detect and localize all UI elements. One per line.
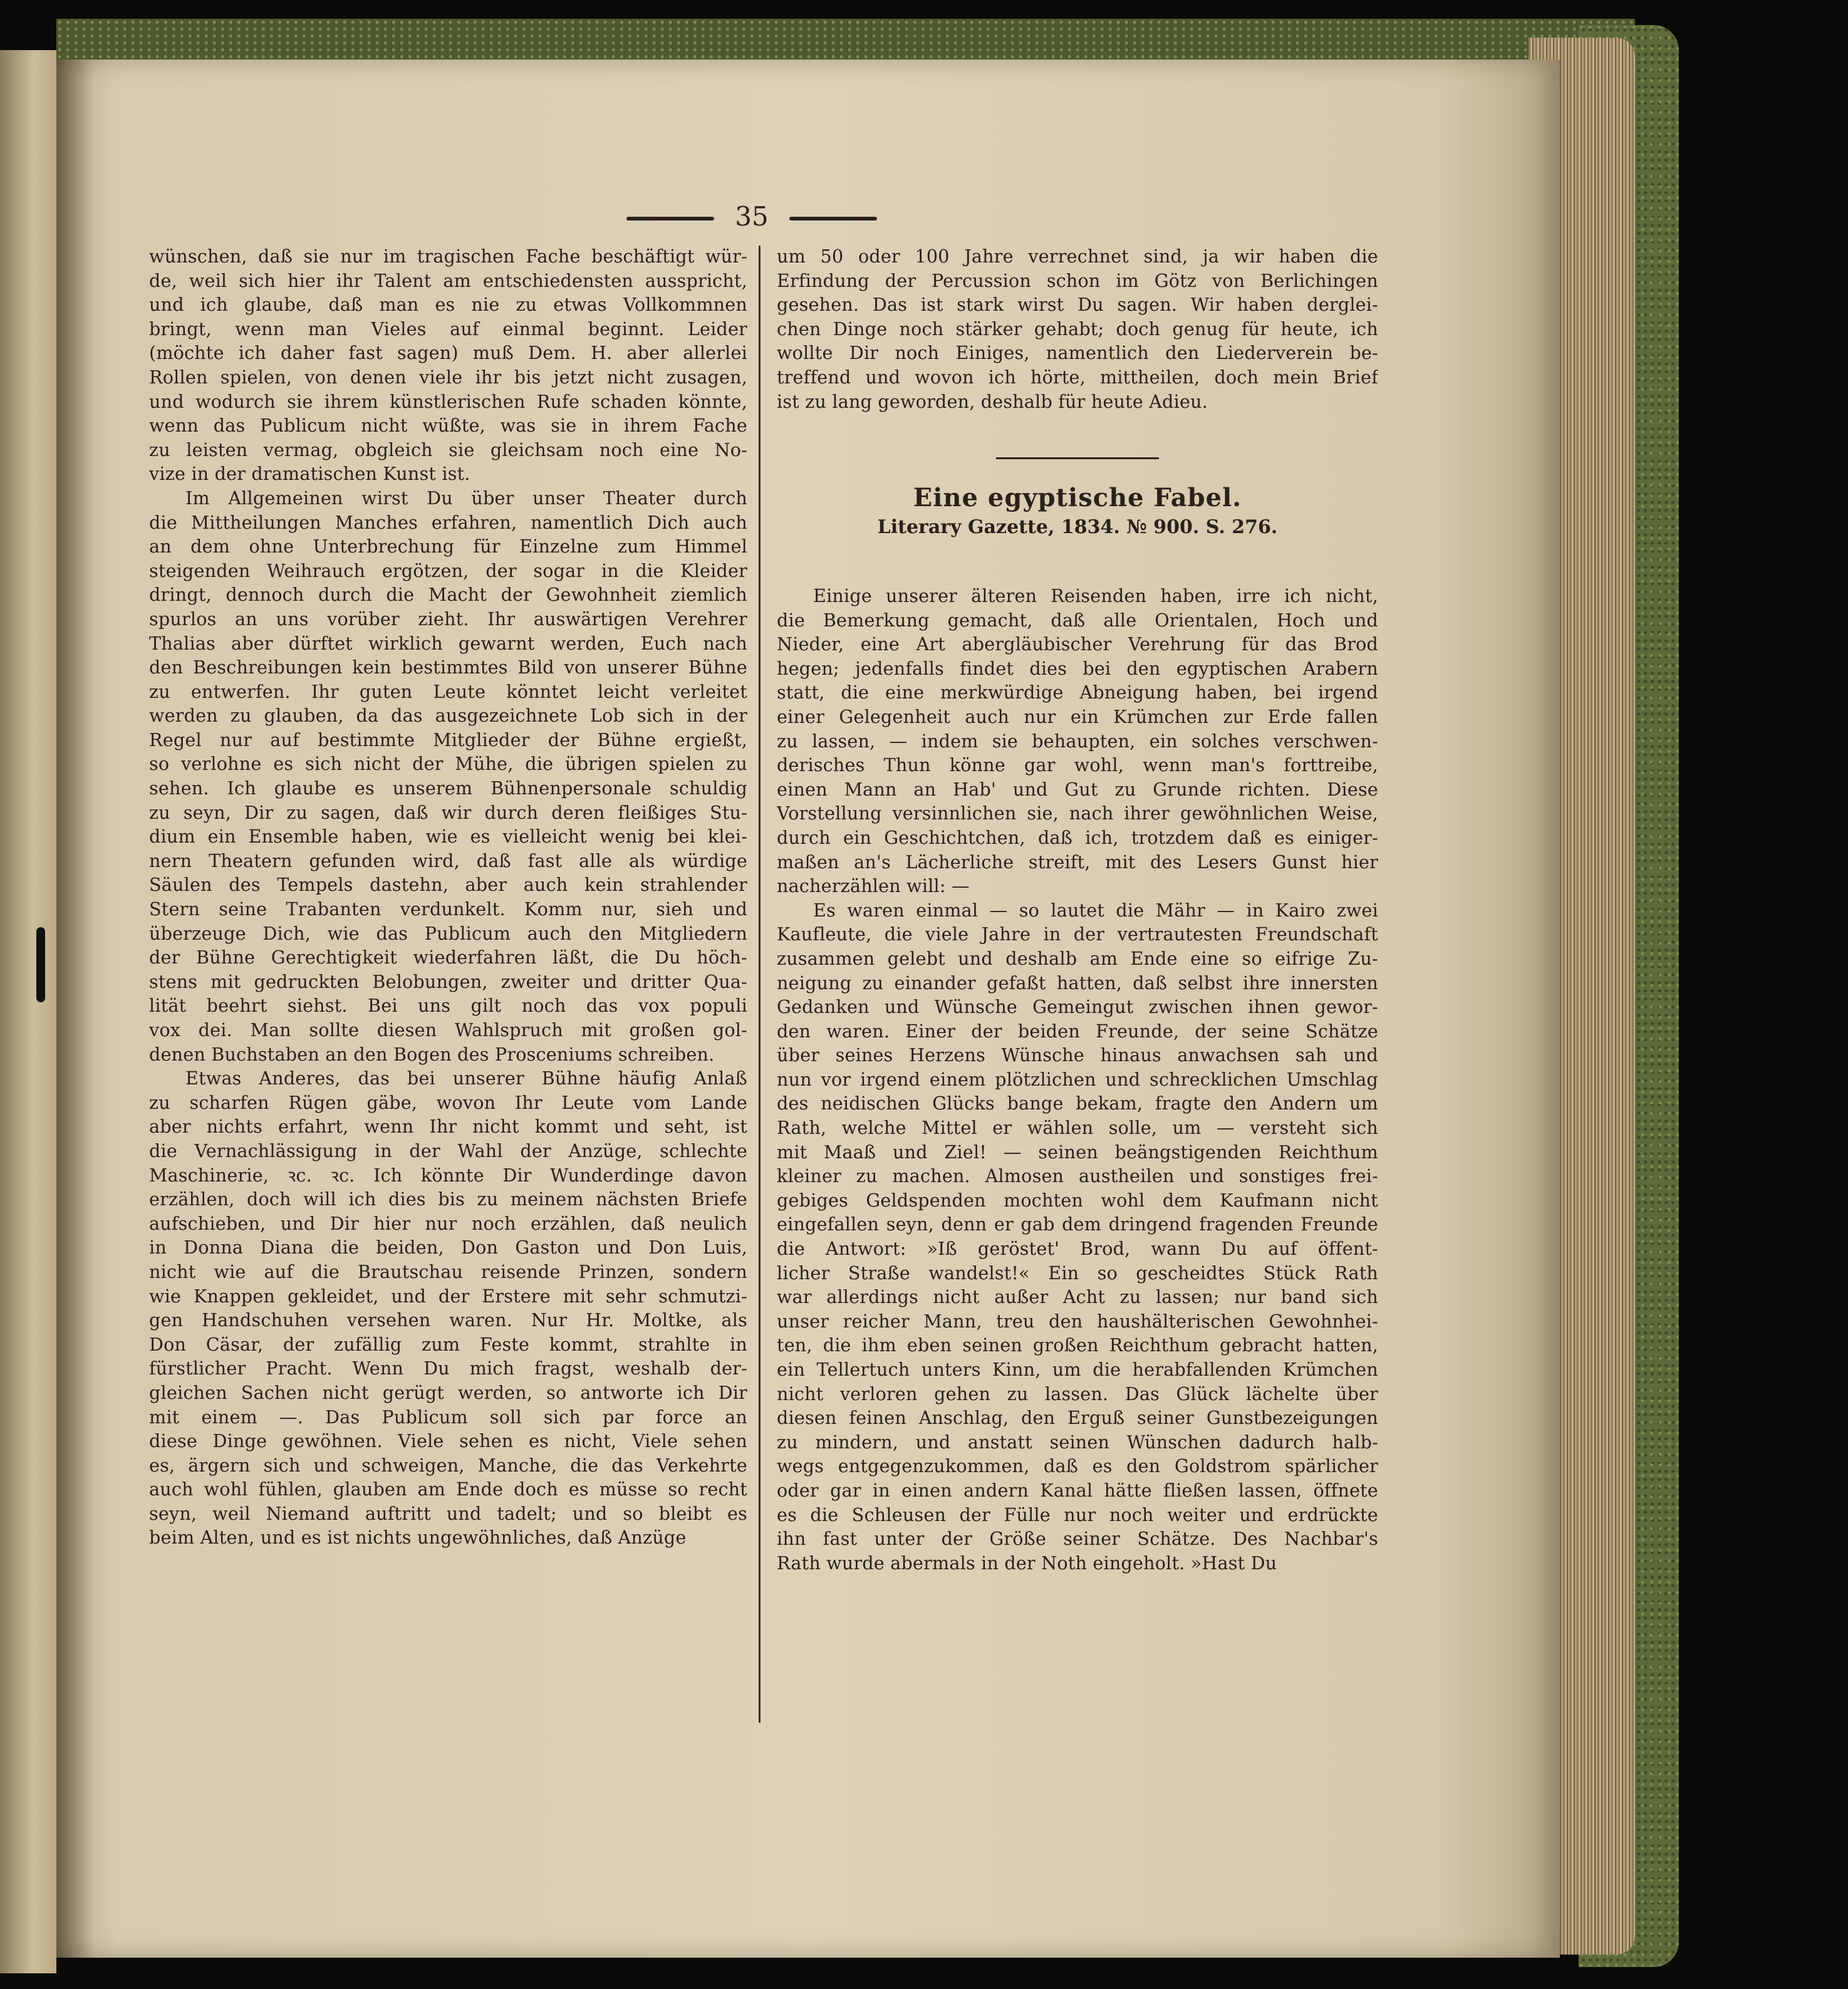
text-line: ist zu lang geworden, deshalb für heute Adieu. (777, 390, 1208, 412)
text-line: sehen. Ich glaube es unserem Bühnenpersonale schuldig (149, 777, 747, 799)
text-line: chen Dinge noch stärker gehabt; doch genug für heute, ich (777, 318, 1378, 340)
text-line: den Beschreibungen kein bestimmtes Bild von unserer Bühne (149, 657, 747, 678)
text-line: kleiner zu machen. Almosen austheilen und sonstiges frei- (777, 1165, 1378, 1187)
article-source: Literary Gazette, 1834. № 900. S. 276. (877, 516, 1278, 538)
text-line: auch wohl fühlen, glauben am Ende doch es müsse so recht (149, 1478, 747, 1500)
left-page-edge (0, 50, 56, 1973)
text-line: es, ärgern sich und schweigen, Manche, die das Verkehrte (149, 1454, 747, 1476)
text-line: Stern seine Trabanten verdunkelt. Komm nur, sieh und (149, 898, 747, 920)
text-line: in Donna Diana die beiden, Don Gaston und Don Luis, (149, 1237, 747, 1259)
text-line: Kaufleute, die viele Jahre in der vertrautesten Freundschaft (777, 923, 1378, 945)
text-line: durch ein Geschichtchen, daß ich, trotzdem daß es einiger- (777, 826, 1378, 848)
right-column-article (777, 584, 1378, 1575)
text-line: des neidischen Glücks bange bekam, fragte den Andern um (777, 1093, 1378, 1114)
text-line: aber nichts erfahrt, wenn Ihr nicht kommt und seht, ist (149, 1116, 747, 1138)
text-line: gesehen. Das ist stark wirst Du sagen. Wir haben derglei- (777, 294, 1378, 316)
text-line: derisches Thun könne gar wohl, wenn man's forttreibe, (777, 754, 1378, 776)
text-line: maßen an's Lächerliche streift, mit des Lesers Gunst hier (777, 851, 1378, 873)
text-line: dringt, dennoch durch die Macht der Gewohnheit ziemlich (149, 584, 747, 606)
text-line: mit Maaß und Ziel! — seinen beängstigenden Reichthum (777, 1141, 1378, 1163)
text-line: hegen; jedenfalls findet dies bei den egyptischen Arabern (777, 657, 1378, 679)
text-line: Rath, welche Mittel er wählen solle, um — versteht sich (777, 1117, 1378, 1139)
text-line: statt, die eine merkwürdige Abneigung haben, bei irgend (777, 682, 1378, 704)
text-line: Maschinerie, ꝛc. ꝛc. Ich könnte Dir Wunderdinge davon (149, 1164, 747, 1186)
text-line: wegs entgegenzukommen, daß es den Goldstrom spärlicher (777, 1455, 1378, 1477)
text-line: oder gar in einen andern Kanal hätte fließen lassen, öffnete (777, 1479, 1378, 1501)
text-line: Säulen des Tempels dastehn, aber auch kein strahlender (149, 874, 747, 896)
text-line: wünschen, daß sie nur im tragischen Fache beschäftigt wür- (149, 246, 747, 267)
page-header (626, 199, 877, 237)
text-line: zu entwerfen. Ihr guten Leute könntet leicht verleitet (149, 680, 747, 702)
text-line: zu lassen, — indem sie behaupten, ein solches verschwen- (777, 730, 1378, 752)
text-line: ein Tellertuch unters Kinn, um die herabfallenden Krümchen (777, 1359, 1378, 1380)
text-line: überzeuge Dich, wie das Publicum auch den Mitgliedern (149, 922, 747, 944)
gutter-shadow (56, 60, 94, 1958)
text-line: bringt, wenn man Vieles auf einmal beginnt. Leider (149, 318, 747, 340)
text-line: de, weil sich hier ihr Talent am entschiedensten ausspricht, (149, 269, 747, 291)
text-line: mit einem —. Das Publicum soll sich par force an (149, 1406, 747, 1428)
text-line: beim Alten, und es ist nichts ungewöhnliches, daß Anzüge (149, 1527, 687, 1549)
left-column (149, 244, 747, 1550)
text-line: spurlos an uns vorüber zieht. Ihr auswärtigen Verehrer (149, 608, 747, 630)
text-line: die Antwort: »Iß geröstet' Brod, wann Du auf öffent- (777, 1238, 1378, 1260)
text-line: Rath wurde abermals in der Noth eingeholt. »Hast Du (777, 1552, 1277, 1574)
text-line: nicht wie auf die Brautschau reisende Prinzen, sondern (149, 1260, 747, 1282)
text-line: licher Straße wandelst!« Ein so gescheidtes Stück Rath (777, 1262, 1378, 1284)
text-line: Rollen spielen, von denen viele ihr bis jetzt nicht zusagen, (149, 366, 747, 388)
text-line: nun vor irgend einem plötzlichen und schrecklichen Umschlag (777, 1068, 1378, 1090)
text-line: gen Handschuhen versehen waren. Nur Hr. Moltke, als (149, 1309, 747, 1331)
text-line: um 50 oder 100 Jahre verrechnet sind, ja wir haben die (777, 246, 1378, 267)
text-line: über seines Herzens Wünsche hinaus anwachsen sah und (777, 1044, 1378, 1066)
text-line: Nieder, eine Art abergläubischer Verehrung für das Brod (777, 633, 1378, 655)
text-line: und wodurch sie ihrem künstlerischen Rufe schaden könnte, (149, 390, 747, 412)
text-line: treffend und wovon ich hörte, mittheilen, doch mein Brief (777, 366, 1378, 388)
text-line: zu scharfen Rügen gäbe, wovon Ihr Leute vom Lande (149, 1091, 747, 1113)
text-line: war allerdings nicht außer Acht zu lassen; nur band sich (777, 1286, 1378, 1308)
text-line: erzählen, doch will ich dies bis zu meinem nächsten Briefe (149, 1188, 747, 1210)
text-line: wie Knappen gekleidet, und der Erstere mit sehr schmutzi- (149, 1285, 747, 1307)
page-number: 35 (735, 201, 769, 232)
text-line: einer Gelegenheit auch nur ein Krümchen zur Erde fallen (777, 705, 1378, 727)
text-line: den waren. Einer der beiden Freunde, der seine Schätze (777, 1020, 1378, 1042)
text-line: Im Allgemeinen wirst Du über unser Theater durch (185, 487, 747, 509)
text-line: so verlohne es sich nicht der Mühe, die übrigen spielen zu (149, 753, 747, 775)
text-line: Gedanken und Wünsche Gemeingut zwischen ihnen gewor- (777, 996, 1378, 1018)
text-line: dium ein Ensemble haben, wie es vielleicht wenig bei klei- (149, 826, 747, 848)
text-line: zu seyn, Dir zu sagen, daß wir durch deren fleißiges Stu- (149, 801, 747, 823)
text-line: zusammen gelebt und deshalb am Ende eine so eifrige Zu- (777, 947, 1378, 969)
text-line: eingefallen seyn, denn er gab dem dringend fragenden Freunde (777, 1213, 1378, 1235)
text-line: Erfindung der Percussion schon im Götz von Berlichingen (777, 269, 1378, 291)
text-line: stens mit gedruckten Belobungen, zweiter und dritter Qua- (149, 970, 747, 992)
text-line: vize in der dramatischen Kunst ist. (149, 463, 470, 485)
right-column-top (777, 244, 1378, 413)
text-line: der Bühne Gerechtigkeit wiederfahren läßt, die Du höch- (149, 947, 747, 969)
text-line: fürstlicher Pracht. Wenn Du mich fragst, weshalb der- (149, 1358, 747, 1379)
text-line: zu leisten vermag, obgleich sie gleichsam noch eine No- (149, 439, 747, 460)
text-line: ten, die ihm eben seinen großen Reichthum gebracht hatten, (777, 1334, 1378, 1356)
text-line: seyn, weil Niemand auftritt und tadelt; und so bleibt es (149, 1502, 747, 1524)
text-line: aufschieben, und Dir hier nur noch erzählen, daß neulich (149, 1212, 747, 1234)
text-line: an dem ohne Unterbrechung für Einzelne zum Himmel (149, 536, 747, 558)
text-line: neigung zu einander gefaßt hatten, daß selbst ihre innersten (777, 972, 1378, 994)
text-line: Einige unserer älteren Reisenden haben, irre ich nicht, (813, 585, 1378, 606)
text-line: Don Cäsar, der zufällig zum Feste kommt, strahlte in (149, 1333, 747, 1355)
text-line: Etwas Anderes, das bei unserer Bühne häufig Anlaß (185, 1067, 747, 1089)
text-line: gebiges Geldspenden mochten wohl dem Kaufmann nicht (777, 1189, 1378, 1211)
text-line: vox dei. Man sollte diesen Wahlspruch mit großen gol- (149, 1019, 747, 1041)
text-line: es die Schleusen der Fülle nur noch weiter und erdrückte (777, 1503, 1378, 1525)
text-line: ihn fast unter der Größe seiner Schätze. Des Nachbar's (777, 1528, 1378, 1550)
text-line: Thalias aber dürftet wirklich gewarnt werden, Euch nach (149, 632, 747, 654)
text-line: (möchte ich daher fast sagen) muß Dem. H. aber allerlei (149, 342, 747, 364)
text-line: und ich glaube, daß man es nie zu etwas Vollkommnen (149, 294, 747, 316)
text-line: diese Dinge gewöhnen. Viele sehen es nicht, Viele sehen (149, 1430, 747, 1452)
ink-stain (36, 927, 45, 1002)
text-line: Regel nur auf bestimmte Mitglieder der Bühne ergießt, (149, 729, 747, 750)
text-line: gleichen Sachen nicht gerügt werden, so antworte ich Dir (149, 1381, 747, 1403)
article-title: Eine egyptische Fabel. (913, 483, 1242, 512)
text-line: nacherzählen will: — (777, 875, 970, 897)
text-line: wollte Dir noch Einiges, namentlich den Liederverein be- (777, 342, 1378, 364)
text-line: denen Buchstaben an den Bogen des Prosceniums schreiben. (149, 1043, 715, 1065)
text-line: nern Theatern gefunden wird, daß fast alle als würdige (149, 849, 747, 871)
text-line: diesen feinen Anschlag, den Erguß seiner Gunstbezeigungen (777, 1407, 1378, 1429)
text-line: wenn das Publicum nicht wüßte, was sie in ihrem Fache (149, 415, 747, 437)
text-line: steigenden Weihrauch ergötzen, der sogar in die Kleider (149, 559, 747, 581)
text-line: Es waren einmal — so lautet die Mähr — in Kairo zwei (813, 899, 1378, 921)
text-line: die Mittheilungen Manches erfahren, namentlich Dich auch (149, 511, 747, 533)
text-line: unser reicher Mann, treu den haushälterischen Gewohnhei- (777, 1310, 1378, 1332)
text-line: die Bemerkung gemacht, daß alle Orientalen, Hoch und (777, 609, 1378, 631)
text-line: lität beehrt siehst. Bei uns gilt noch das vox populi (149, 995, 747, 1017)
text-line: die Vernachlässigung in der Wahl der Anzüge, schlechte (149, 1140, 747, 1161)
column-divider (759, 246, 760, 1723)
text-line: Vorstellung versinnlichen sie, nach ihrer gewöhnlichen Weise, (777, 802, 1378, 824)
text-line: einen Mann an Hab' und Gut zu Grunde richten. Diese (777, 778, 1378, 800)
text-line: nicht verloren gehen zu lassen. Das Glück lächelte über (777, 1383, 1378, 1405)
ornament-right (789, 217, 877, 221)
text-line: werden zu glauben, da das ausgezeichnete Lob sich in der (149, 705, 747, 727)
text-line: zu mindern, und anstatt seinen Wünschen dadurch halb- (777, 1431, 1378, 1453)
section-rule (996, 457, 1159, 459)
